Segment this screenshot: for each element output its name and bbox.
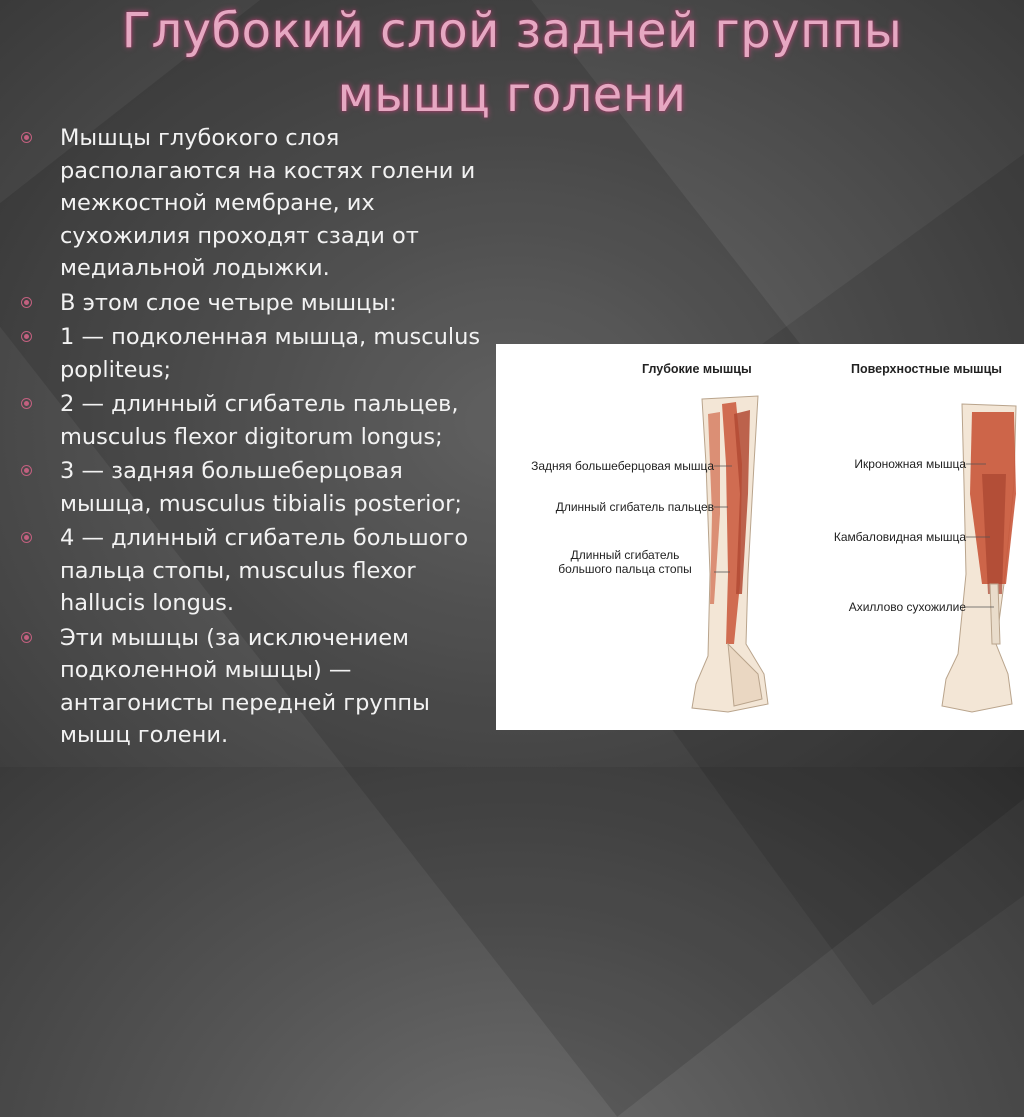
anatomy-figure — [496, 344, 1024, 730]
title-line-2: мышц голени — [337, 67, 687, 123]
bullet-item: 2 — длинный сгибатель пальцев, musculus flexor digitorum longus; — [18, 388, 498, 453]
bullet-item: 1 — подколенная мышца, musculus popliteus; — [18, 321, 498, 386]
bullet-icon — [21, 465, 32, 476]
label-tibialis-posterior: Задняя большеберцовая мышца — [531, 459, 714, 473]
bullet-item: 4 — длинный сгибатель большого пальца стопы, musculus flexor hallucis longus. — [18, 522, 498, 620]
bullet-icon — [21, 132, 32, 143]
bullet-list — [18, 122, 498, 754]
bullet-item: 3 — задняя большеберцовая мышца, musculus tibialis posterior; — [18, 455, 498, 520]
figure-header-deep: Глубокие мышцы — [642, 362, 752, 376]
label-flexor-hallucis-longus: Длинный сгибатель большого пальца стопы — [558, 548, 692, 576]
figure-header-superficial: Поверхностные мышцы — [851, 362, 1002, 376]
superficial-muscles-leg — [942, 404, 1016, 712]
label-flexor-digitorum-longus: Длинный сгибатель пальцев — [555, 500, 714, 514]
bullet-item: Мышцы глубокого слоя располагаются на костях голени и межкостной мембране, их сухожилия проходят сзади от медиальной лодыжки. — [18, 122, 498, 285]
bullet-icon — [21, 632, 32, 643]
label-achilles-tendon: Ахиллово сухожилие — [848, 600, 966, 614]
bullet-icon — [21, 331, 32, 342]
bullet-item: Эти мышцы (за исключением подколенной мышцы) — антагонисты передней группы мышц голени. — [18, 622, 498, 752]
bullet-icon — [21, 532, 32, 543]
label-soleus: Камбаловидная мышца — [833, 530, 966, 544]
bullet-icon — [21, 297, 32, 308]
bullet-item: В этом слое четыре мышцы: — [18, 287, 498, 320]
title-line-1: Глубокий слой задней группы — [121, 3, 903, 59]
label-gastrocnemius: Икроножная мышца — [854, 457, 966, 471]
bullet-icon — [21, 398, 32, 409]
